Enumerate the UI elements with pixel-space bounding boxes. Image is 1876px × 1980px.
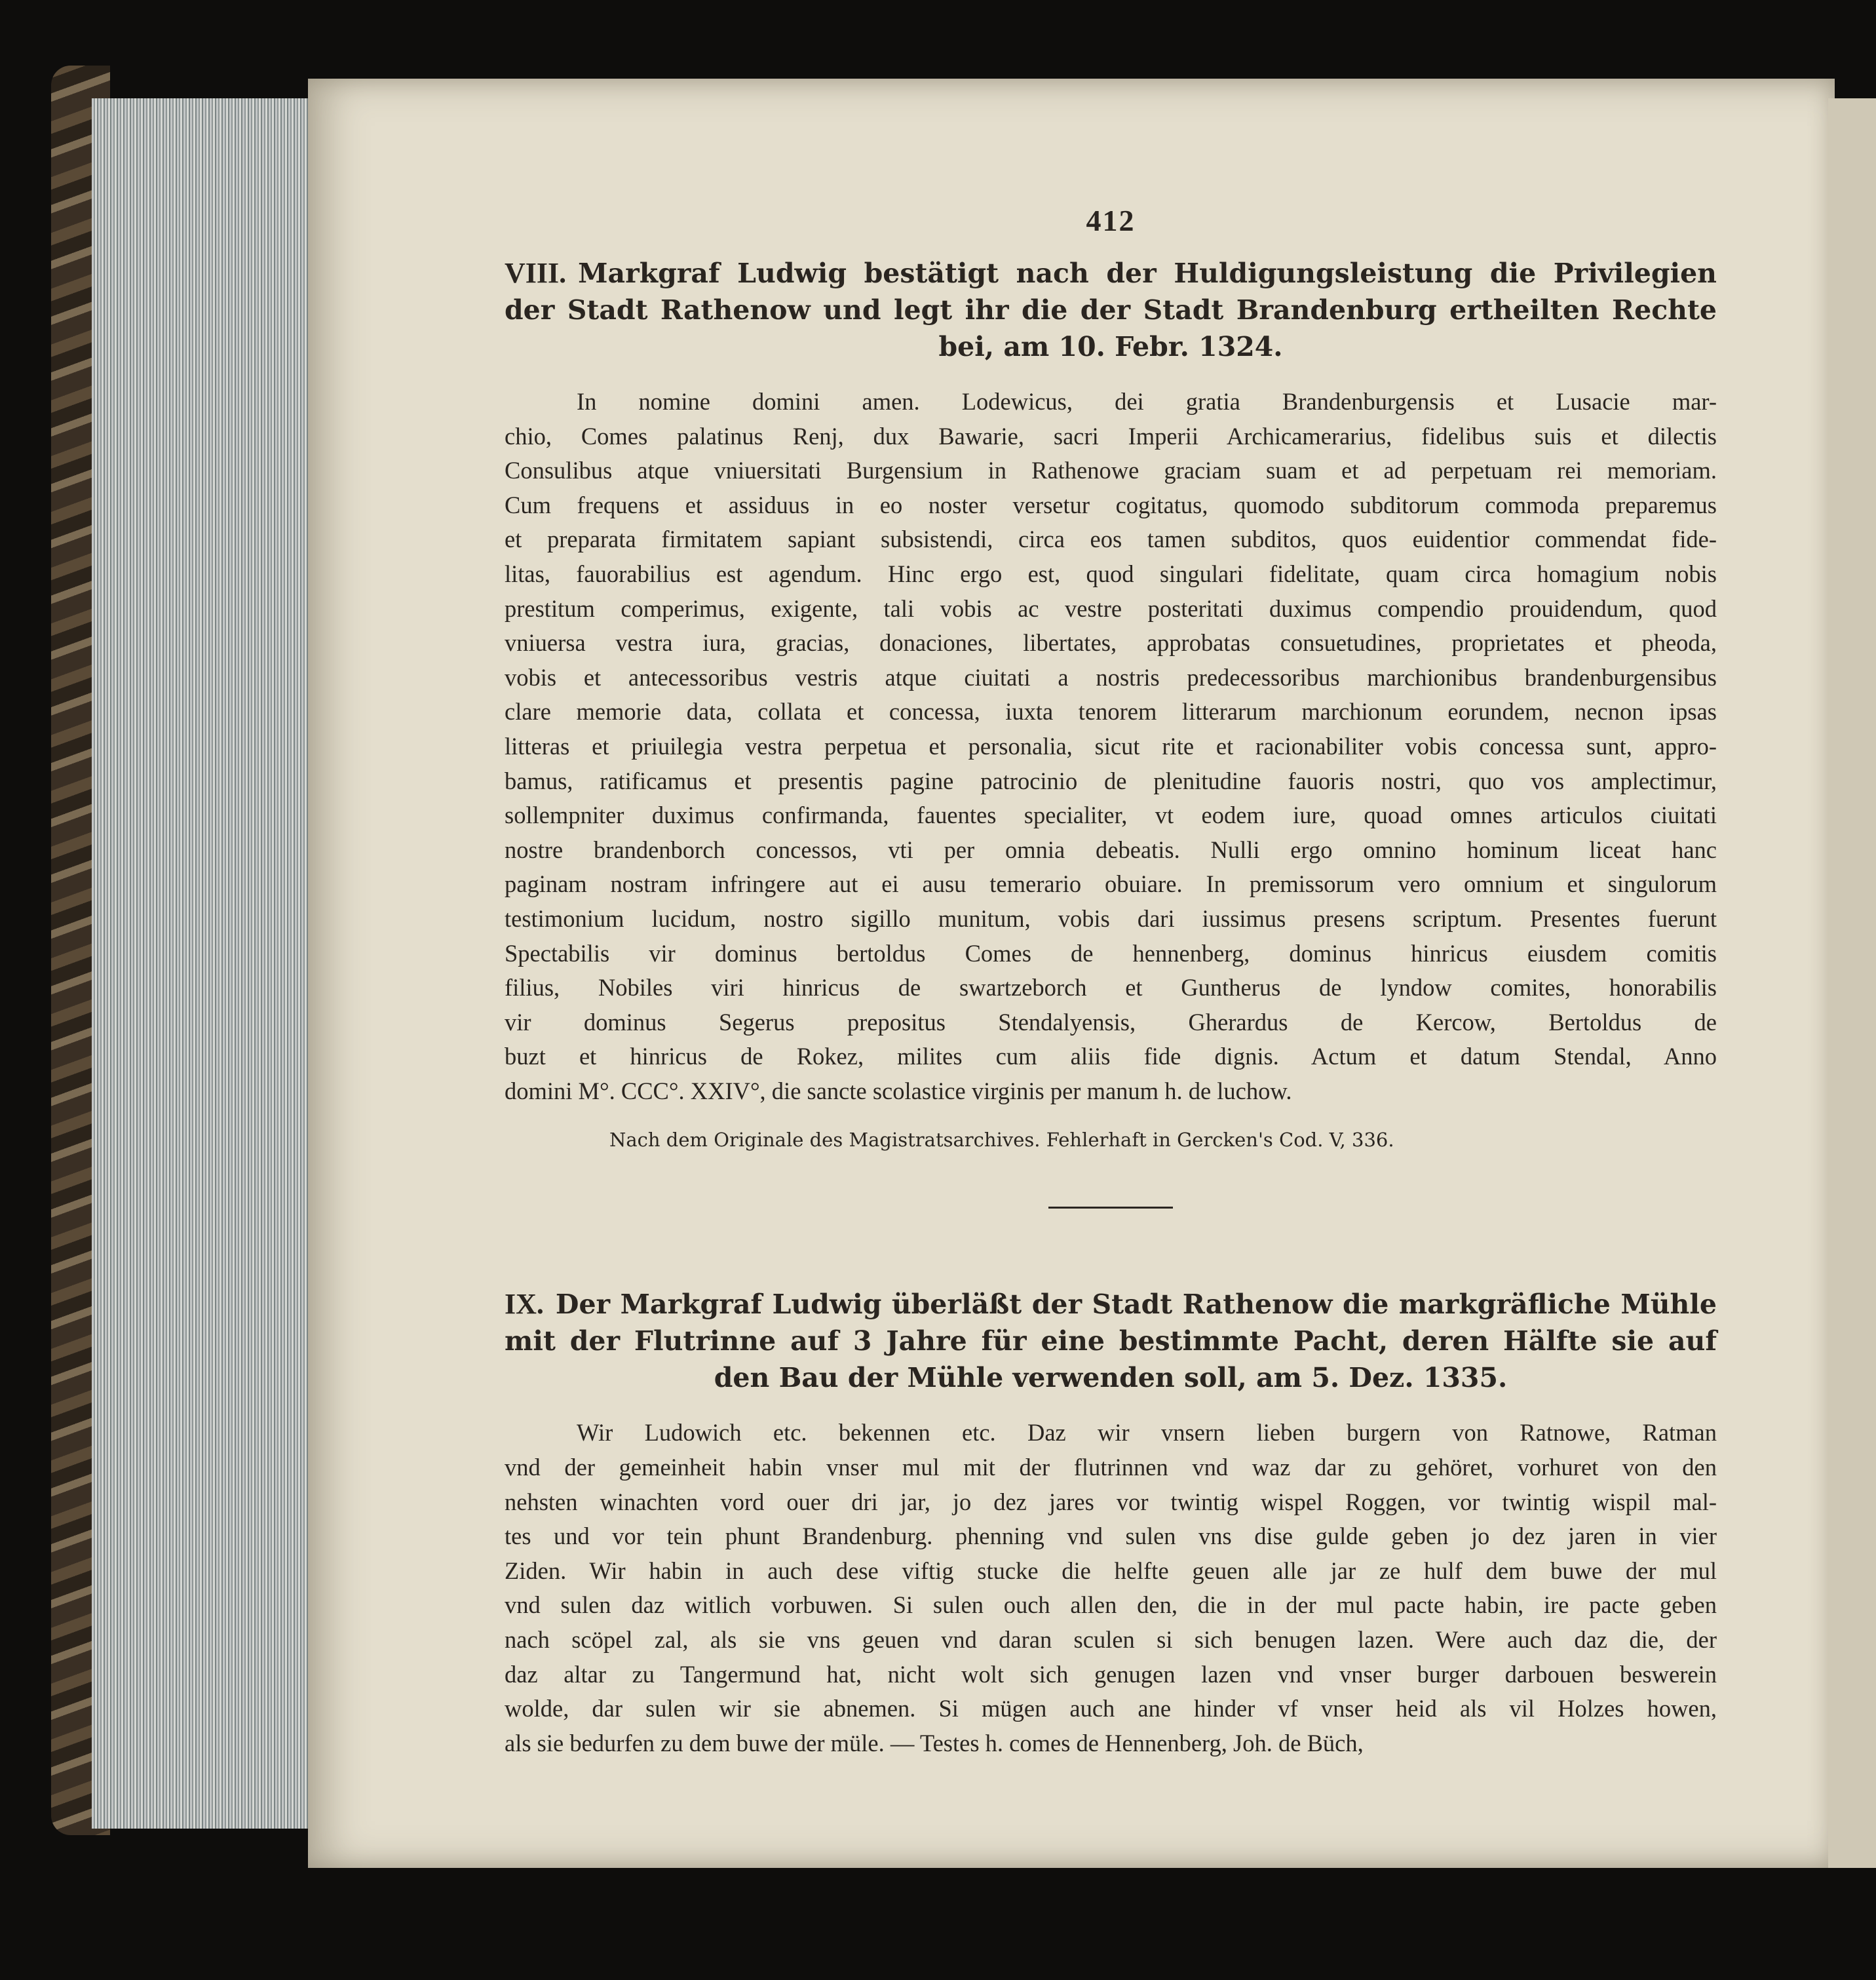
section-viii-charter-text [505, 385, 1717, 1108]
text-line: vniuersa vestra iura, gracias, donaciones, libertates, approbatas consuetudines, proprietates et pheoda, [505, 629, 1717, 657]
text-line: litteras et priuilegia vestra perpetua et personalia, sicut rite et racionabiliter vobis concessa sunt, appro- [505, 732, 1717, 760]
page-content [505, 203, 1717, 1760]
text-line: paginam nostram infringere aut ei ausu temerario obuiare. In premissorum vero omnium et singulorum [505, 870, 1717, 898]
text-line: In nomine domini amen. Lodewicus, dei gratia Brandenburgensis et Lusacie mar- [577, 388, 1717, 415]
text-line: vnd sulen daz witlich vorbuwen. Si sulen ouch allen den, die in der mul pacte habin, ire pacte geben [505, 1591, 1717, 1619]
text-line: als sie bedurfen zu dem buwe der müle. — Testes h. comes de Hennenberg, Joh. de Büch, [505, 1729, 1364, 1757]
section-ix-heading [505, 1286, 1717, 1396]
text-line: testimonium lucidum, nostro sigillo munitum, vobis dari iussimus presens scriptum. Presentes fuerunt [505, 904, 1717, 932]
text-line: wolde, dar sulen wir sie abnemen. Si mügen auch ane hinder vf vnser heid als vil Holzes howen, [505, 1695, 1717, 1722]
text-line: vnd der gemeinheit habin vnser mul mit der flutrinnen vnd waz dar zu gehöret, vorhuret von den [505, 1454, 1717, 1481]
facing-page-edge [1828, 98, 1876, 1868]
text-line: Wir Ludowich etc. bekennen etc. Daz wir vnsern lieben burgern von Ratnowe, Ratman [577, 1419, 1717, 1446]
section-viii-number: VIII. [505, 257, 567, 289]
text-line: buzt et hinricus de Rokez, milites cum aliis fide dignis. Actum et datum Stendal, Anno [505, 1043, 1717, 1070]
text-line: et preparata firmitatem sapiant subsistendi, circa eos tamen subditos, quos euidentior commendat fide- [505, 526, 1717, 553]
text-line: tes und vor tein phunt Brandenburg. phenning vnd sulen vns dise gulde geben jo dez jaren in vier [505, 1523, 1717, 1550]
section-viii-heading [505, 255, 1717, 365]
text-line: chio, Comes palatinus Renj, dux Bawarie, sacri Imperii Archicamerarius, fidelibus suis et dilectis [505, 422, 1717, 450]
text-line: sollempniter duximus confirmanda, fauentes specialiter, vt eodem iure, quoad omnes articulos ciuitati [505, 802, 1717, 829]
text-line: vobis et antecessoribus vestris atque ciuitati a nostris predecessoribus marchionibus brandenburgensibus [505, 663, 1717, 691]
section-viii-title: Markgraf Ludwig bestätigt nach der Huldigungsleistung die Privilegien der Stadt Rathenow und legt ihr die der Stadt Brandenburg ertheilten Rechte bei, am 10. Febr. 1324. [505, 258, 1717, 362]
section-ix-charter-text [505, 1416, 1717, 1760]
page-number: 412 [1086, 204, 1136, 237]
text-line: litas, fauorabilius est agendum. Hinc ergo est, quod singulari fidelitate, quam circa homagium nobis [505, 560, 1717, 587]
text-line: prestitum comperimus, exigente, tali vobis ac vestre posteritati duximus compendio prouidendum, quod [505, 594, 1717, 622]
section-ix-title: Der Markgraf Ludwig überläßt der Stadt Rathenow die markgräfliche Mühle mit der Flutrinne auf 3 Jahre für eine bestimmte Pacht, deren Hälfte sie auf den Bau der Mühle verwenden soll, am 5. Dez. 1335. [505, 1289, 1717, 1394]
page-block-edge [92, 98, 308, 1829]
text-line: daz altar zu Tangermund hat, nicht wolt sich genugen lazen vnd vnser burger darbouen beswerein [505, 1660, 1717, 1688]
section-divider [1048, 1207, 1173, 1209]
text-line: filius, Nobiles viri hinricus de swartzeborch et Guntherus de lyndow comites, honorabilis [505, 974, 1717, 1001]
text-line: clare memorie data, collata et concessa, iuxta tenorem litterarum marchionum eorundem, necnon ipsas [505, 698, 1717, 726]
section-ix-number: IX. [505, 1288, 544, 1321]
text-line: vir dominus Segerus prepositus Stendalyensis, Gherardus de Kercow, Bertoldus de [505, 1008, 1717, 1036]
text-line: domini M°. CCC°. XXIV°, die sancte scolastice virginis per manum h. de luchow. [505, 1077, 1292, 1104]
text-line: nach scöpel zal, als sie vns geuen vnd daran sculen si sich benugen lazen. Were auch daz die, der [505, 1626, 1717, 1654]
text-line: Ziden. Wir habin in auch dese viftig stucke die helfte geuen alle jar ze hulf dem buwe der mul [505, 1557, 1717, 1584]
text-line: Cum frequens et assiduus in eo noster versetur cogitatus, quomodo subditorum commoda preparemus [505, 491, 1717, 518]
text-line: Consulibus atque vniuersitati Burgensium in Rathenowe graciam suam et ad perpetuam rei memoriam. [505, 457, 1717, 484]
text-line: nehsten winachten vord ouer dri jar, jo dez jares vor twintig wispel Roggen, vor twintig wispil mal- [505, 1488, 1717, 1515]
text-line: nostre brandenborch concessos, vti per omnia debeatis. Nulli ergo omnino hominum liceat hanc [505, 836, 1717, 863]
text-line: bamus, ratificamus et presentis pagine patrocinio de plenitudine fauoris nostri, quo vos amplectimur, [505, 767, 1717, 794]
text-line: Spectabilis vir dominus bertoldus Comes de hennenberg, dominus hinricus eiusdem comitis [505, 939, 1717, 967]
section-viii-source-note: Nach dem Originale des Magistratsarchives. Fehlerhaft in Gercken's Cod. V, 336. [609, 1129, 1394, 1152]
